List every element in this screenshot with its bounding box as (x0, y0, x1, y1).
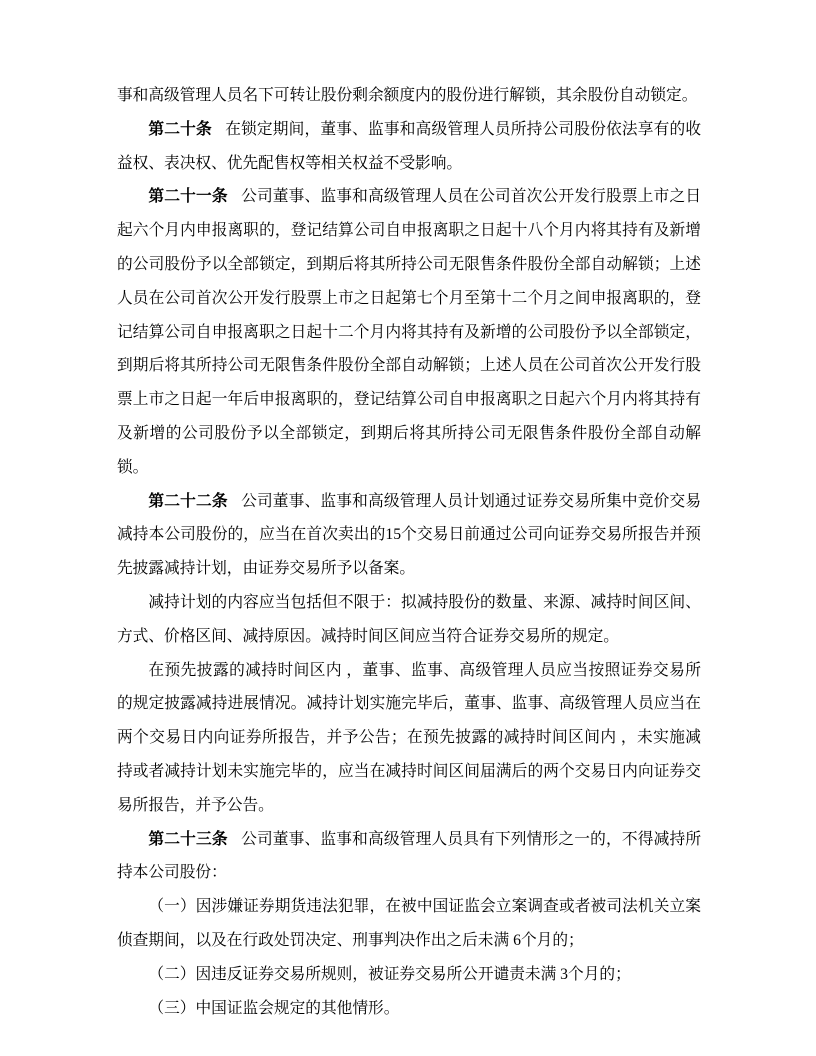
list-item-text: （二）因违反证券交易所规则，被证券交易所公开谴责未满 3个月的； (148, 965, 631, 983)
list-item-3 (117, 992, 701, 1026)
article-23-text: 公司董事、监事和高级管理人员具有下列情形之一的，不得减持所持本公司股份： (117, 830, 702, 882)
paragraph-text: 减持计划的内容应当包括但不限于：拟减持股份的数量、来源、减持时间区间、方式、价格区间、减持原因。减持时间区间应当符合证券交易所的规定。 (117, 593, 701, 645)
paragraph-carryover (117, 79, 701, 113)
article-23-number: 第二十三条 (148, 830, 228, 848)
article-21-text: 公司董事、监事和高级管理人员在公司首次公开发行股票上市之日起六个月内申报离职的，登记结算公司自申报离职之日起十八个月内将其持有及新增的公司股份予以全部锁定，到期后将其所持公司无限售条件股份全部自动解锁；上述人员在公司首次公开发行股票上市之日起第七个月至第十二个月之间申报离职的，登记结算公司自申报离职之日起十二个月内将其持有及新增的公司股份予以全部锁定，到期后将其所持公司无限售条件股份全部自动解锁；上述人员在公司首次公开发行股票上市之日起一年后申报离职的，登记结算公司自申报离职之日起六个月内将其持有及新增的公司股份予以全部锁定，到期后将其所持公司无限售条件股份全部自动解锁。 (117, 188, 702, 476)
paragraph-text: 事和高级管理人员名下可转让股份剩余额度内的股份进行解锁，其余股份自动锁定。 (117, 87, 698, 104)
paragraph-reduction-plan-content (117, 586, 701, 654)
paragraph-disclosure-progress (117, 654, 701, 823)
paragraph-article-23 (117, 823, 701, 891)
article-22-number: 第二十二条 (148, 492, 228, 510)
paragraph-text: 在预先披露的减持时间区内 ，董事、监事、高级管理人员应当按照证券交易所的规定披露减持进展情况。减持计划实施完毕后，董事、监事、高级管理人员应当在两个交易日内向证券所报告，并予公告；在预先披露的减持时间区间内 ，未实施减持或者减持计划未实施完毕的，应当在减持时间区间届满后的两个交易日内向证券交易所报告，并予公告。 (117, 661, 701, 814)
article-21-number: 第二十一条 (148, 188, 228, 206)
paragraph-article-22 (117, 485, 701, 586)
article-22-text: 公司董事、监事和高级管理人员计划通过证券交易所集中竞价交易减持本公司股份的，应当在首次卖出的15个交易日前通过公司向证券交易所报告并预先披露减持计划，由证券交易所予以备案。 (117, 492, 702, 578)
list-item-1 (117, 890, 701, 958)
list-item-text: （一）因涉嫌证券期货违法犯罪，在被中国证监会立案调查或者被司法机关立案侦查期间，以及在行政处罚决定、刑事判决作出之后未满 6个月的； (117, 898, 701, 949)
paragraph-article-20 (117, 113, 701, 181)
paragraph-article-21 (117, 180, 701, 484)
list-item-text: （三）中国证监会规定的其他情形。 (148, 999, 400, 1017)
article-20-number: 第二十条 (148, 120, 212, 138)
article-20-text: 在锁定期间，董事、监事和高级管理人员所持公司股份依法享有的收益权、表决权、优先配售权等相关权益不受影响。 (117, 120, 702, 172)
list-item-2 (117, 958, 701, 992)
